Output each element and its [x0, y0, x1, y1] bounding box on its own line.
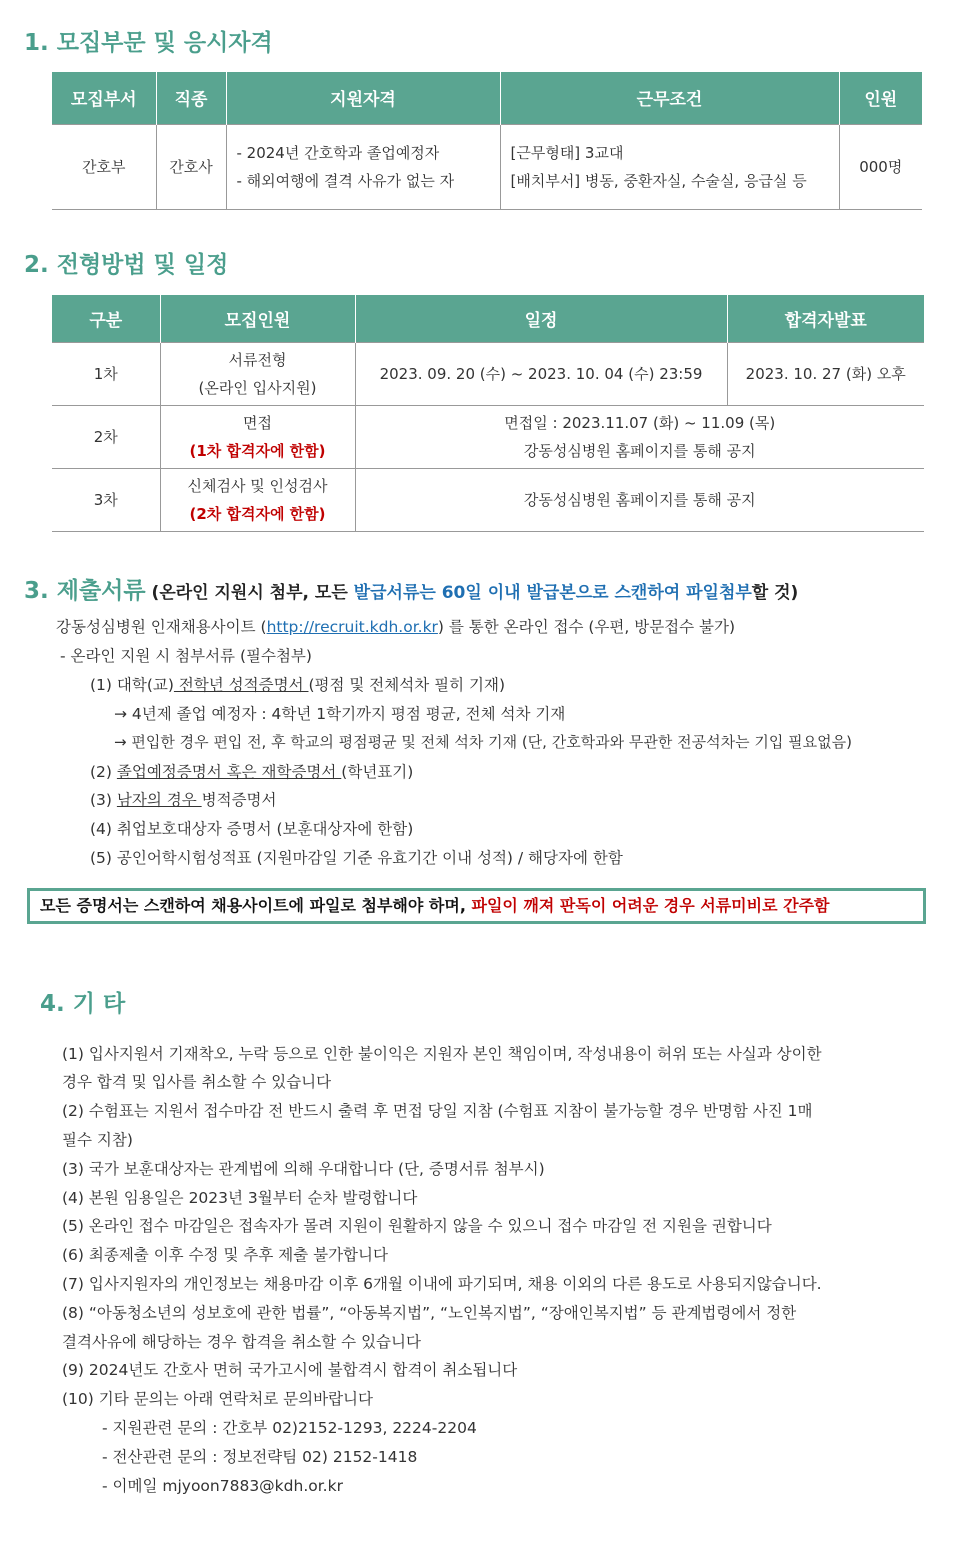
- intro-a: 강동성심병원 인재채용사이트 (: [56, 618, 267, 636]
- header-condition: 근무조건: [500, 72, 839, 124]
- contact-email: - 이메일 mjyoon7883@kdh.or.kr: [102, 1477, 343, 1495]
- i3-b: 병적증명서: [201, 791, 277, 809]
- type-line-1: 신체검사 및 인성검사: [187, 476, 328, 495]
- doc-item-3: [90, 788, 277, 810]
- doc-item-1: [90, 673, 505, 695]
- qual-line-1: - 2024년 간호학과 졸업예정자: [236, 143, 440, 162]
- sub-a: (온라인 지원시 첨부, 모든: [145, 583, 354, 603]
- cell-schedule: 2023. 09. 20 (수) ~ 2023. 10. 04 (수) 23:59: [355, 342, 727, 405]
- type-line-2: (1차 합격자에 한함): [189, 441, 326, 460]
- section3-title: [24, 572, 798, 605]
- i2-a: (2): [90, 763, 117, 781]
- contact-item: - 전산관련 문의 : 정보전략팀 02) 2152-1418: [102, 1448, 418, 1466]
- cell-stage: 3차: [52, 468, 160, 531]
- table-row: [52, 124, 922, 209]
- etc-item: (2) 수험표는 지원서 접수마감 전 반드시 출력 후 면접 당일 지참 (수험표 지참이 불가능할 경우 반명함 사진 1매: [62, 1102, 813, 1120]
- etc-item: (10) 기타 문의는 아래 연락처로 문의바랍니다: [62, 1390, 373, 1408]
- doc-item-1-sub-2: → 편입한 경우 편입 전, 후 학교의 평점평균 및 전체 석차 기재 (단, 간호학과와 무관한 전공석차는 기입 필요없음): [114, 733, 852, 751]
- header-count: 인원: [839, 72, 922, 124]
- table-row: [52, 468, 924, 531]
- header-stage: 구분: [52, 295, 160, 342]
- cell-stage: 2차: [52, 405, 160, 468]
- cond-line-2: [배치부서] 병동, 중환자실, 수술실, 응급실 등: [510, 171, 807, 190]
- i2-b: (학년표기): [341, 763, 414, 781]
- cell-job: 간호사: [156, 124, 226, 209]
- type-line-2: (온라인 입사지원): [198, 378, 317, 397]
- recruit-table: [52, 72, 922, 210]
- etc-item: 필수 지참): [62, 1131, 133, 1149]
- cell-qualification: [226, 124, 500, 209]
- section1-title: 1. 모집부문 및 응시자격: [24, 30, 273, 56]
- etc-item: (6) 최종제출 이후 수정 및 추후 제출 불가합니다: [62, 1246, 388, 1264]
- doc-item-4: (4) 취업보호대상자 증명서 (보훈대상자에 한함): [90, 820, 414, 838]
- etc-item: (4) 본원 임용일은 2023년 3월부터 순차 발령합니다: [62, 1189, 418, 1207]
- doc-item-5: (5) 공인어학시험성적표 (지원마감일 기준 유효기간 이내 성적) / 해당자에 한함: [90, 849, 623, 867]
- list-title: - 온라인 지원 시 첨부서류 (필수첨부): [60, 647, 312, 665]
- doc-item-1-sub-1: → 4년제 졸업 예정자 : 4학년 1학기까지 평점 평균, 전체 석차 기재: [114, 705, 566, 723]
- recruit-site-link[interactable]: http://recruit.kdh.or.kr: [266, 618, 438, 636]
- intro-b: ) 를 통한 온라인 접수 (우편, 방문접수 불가): [437, 618, 736, 636]
- qual-line-2: - 해외여행에 결격 사유가 없는 자: [236, 171, 455, 190]
- i3-a: (3): [90, 791, 117, 809]
- sub-b: 발급서류는 60일 이내 발급본으로 스캔하여 파일첨부: [353, 583, 752, 603]
- cell-count: 000명: [839, 124, 922, 209]
- schedule-table: [52, 295, 924, 532]
- header-qualification: 지원자격: [226, 72, 500, 124]
- etc-item: (5) 온라인 접수 마감일은 접속자가 몰려 지원이 원활하지 않을 수 있으니 접수 마감일 전 지원을 권합니다: [62, 1217, 772, 1235]
- doc-item-2: [90, 760, 413, 782]
- cell-dept: 간호부: [52, 124, 156, 209]
- section2-title: 2. 전형방법 및 일정: [24, 252, 229, 278]
- intro-line: [56, 615, 735, 637]
- section3-title-sub: [146, 583, 799, 603]
- cell-type: [160, 405, 355, 468]
- table-row: [52, 405, 924, 468]
- contact-item: - 지원관련 문의 : 간호부 02)2152-1293, 2224-2204: [102, 1419, 477, 1437]
- etc-item: 경우 합격 및 입사를 취소할 수 있습니다: [62, 1073, 332, 1091]
- etc-item: (7) 입사지원자의 개인정보는 채용마감 이후 6개월 이내에 파기되며, 채용 이외의 다른 용도로 사용되지않습니다.: [62, 1275, 822, 1293]
- cell-announce: 2023. 10. 27 (화) 오후: [727, 342, 924, 405]
- etc-item: 결격사유에 해당하는 경우 합격을 취소할 수 있습니다: [62, 1333, 421, 1351]
- sub-c: 할 것): [751, 583, 799, 603]
- section3-title-main: 3. 제출서류: [24, 578, 146, 604]
- header-schedule: 일정: [355, 295, 727, 342]
- etc-item: (1) 입사지원서 기재착오, 누락 등으로 인한 불이익은 지원자 본인 책임이며, 작성내용이 허위 또는 사실과 상이한: [62, 1045, 822, 1063]
- notice-a: 모든 증명서는 스캔하여 채용사이트에 파일로 첨부해야 하며,: [40, 896, 472, 915]
- schedule-line-2: 강동성심병원 홈페이지를 통해 공지: [523, 441, 756, 460]
- table-row: [52, 342, 924, 405]
- notice-b: 파일이 깨져 판독이 어려운 경우 서류미비로 간주함: [471, 896, 830, 915]
- type-line-2: (2차 합격자에 한함): [189, 504, 326, 523]
- i3-u: 남자의 경우: [116, 791, 202, 809]
- header-dept: 모집부서: [52, 72, 156, 124]
- cell-schedule: [355, 405, 924, 468]
- cell-type: [160, 468, 355, 531]
- section4-title: 4. 기 타: [40, 991, 126, 1017]
- type-line-1: 서류전형: [228, 350, 287, 369]
- header-job: 직종: [156, 72, 226, 124]
- cell-type: [160, 342, 355, 405]
- i2-u: 졸업예정증명서 혹은 재학증명서: [116, 763, 342, 781]
- header-type: 모집인원: [160, 295, 355, 342]
- etc-item: (3) 국가 보훈대상자는 관계법에 의해 우대합니다 (단, 증명서류 첨부시): [62, 1160, 545, 1178]
- cell-condition: [500, 124, 839, 209]
- notice-box: [27, 888, 926, 924]
- i1-u: 전학년 성적증명서: [173, 676, 309, 694]
- type-line-1: 면접: [243, 413, 272, 432]
- cond-line-1: [근무형태] 3교대: [510, 143, 624, 162]
- cell-stage: 1차: [52, 342, 160, 405]
- etc-item: (8) “아동청소년의 성보호에 관한 법률”, “아동복지법”, “노인복지법”, “장애인복지법” 등 관계법령에서 정한: [62, 1304, 797, 1322]
- schedule-line-1: 면접일 : 2023.11.07 (화) ~ 11.09 (목): [504, 413, 776, 432]
- i1-a: (1) 대학(교): [90, 676, 174, 694]
- cell-schedule: 강동성심병원 홈페이지를 통해 공지: [355, 468, 924, 531]
- i1-b: (평점 및 전체석차 필히 기재): [308, 676, 505, 694]
- header-announce: 합격자발표: [727, 295, 924, 342]
- etc-item: (9) 2024년도 간호사 면허 국가고시에 불합격시 합격이 취소됩니다: [62, 1361, 518, 1379]
